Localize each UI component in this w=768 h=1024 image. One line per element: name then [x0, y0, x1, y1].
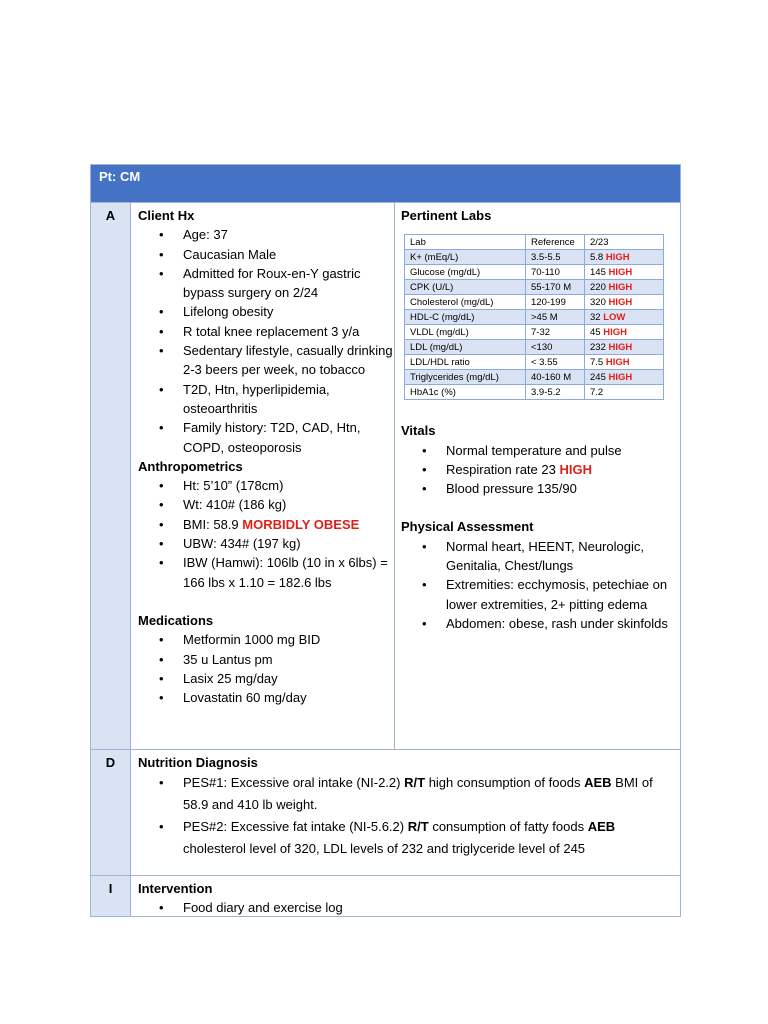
assessment-row: [91, 203, 680, 750]
ubw-item: • UBW: 434# (197 kg): [183, 534, 394, 553]
ibw-item: • IBW (Hamwi): 106lb (10 in x 6lbs) = 166 lbs x 1.10 = 182.6 lbs: [183, 553, 394, 592]
anthropometrics-heading: Anthropometrics: [138, 458, 243, 474]
lab-flag: HIGH: [605, 251, 630, 263]
lab-value: 7.5: [590, 356, 604, 368]
lab-reference: >45 M: [526, 310, 585, 325]
diagnosis-list: [138, 772, 678, 860]
table-row: [405, 250, 664, 265]
pes-signs: cholesterol level of 320, LDL levels of 232 and triglyceride level of 245: [183, 841, 586, 857]
list-item: • Caucasian Male: [183, 245, 394, 264]
lab-value: 245: [590, 371, 606, 383]
pes-problem: PES#2: Excessive fat intake (NI-5.6.2): [183, 819, 405, 835]
table-row: [405, 265, 664, 280]
lab-name: Triglycerides (mg/dL): [405, 370, 526, 385]
vitals-heading: Vitals: [401, 423, 436, 439]
bmi-item: [183, 515, 394, 534]
physical-assessment-list: [401, 537, 678, 633]
list-item: • Sedentary lifestyle, casually drinking 2-3 beers per week, no tobacco: [183, 341, 394, 380]
list-item: • T2D, Htn, hyperlipidemia, osteoarthritis: [183, 380, 394, 419]
list-item: • Normal temperature and pulse: [446, 441, 678, 460]
lab-reference: 40-160 M: [526, 370, 585, 385]
lab-value: 320: [590, 296, 606, 308]
lab-result: [585, 355, 664, 370]
lab-name: LDL/HDL ratio: [405, 355, 526, 370]
list-item: • Lifelong obesity: [183, 302, 394, 321]
lab-reference: < 3.55: [526, 355, 585, 370]
lab-name: VLDL (mg/dL): [405, 325, 526, 340]
lab-name: HbA1c (%): [405, 385, 526, 400]
lab-reference: 3.9-5.2: [526, 385, 585, 400]
table-row: [405, 355, 664, 370]
lab-name: Glucose (mg/dL): [405, 265, 526, 280]
pes-aeb: AEB: [587, 819, 616, 835]
labs-table: [404, 234, 664, 400]
lab-name: K+ (mEq/L): [405, 250, 526, 265]
list-item: • Abdomen: obese, rash under skinfolds: [446, 614, 678, 633]
client-hx-list: [138, 225, 394, 457]
section-letter-i: I: [91, 876, 131, 916]
table-row: [405, 370, 664, 385]
pes-etiology: high consumption of foods: [428, 775, 581, 791]
list-item: • Lovastatin 60 mg/day: [183, 688, 394, 707]
pes-aeb: AEB: [584, 775, 612, 791]
lab-reference: 3.5-5.5: [526, 250, 585, 265]
medications-heading: Medications: [138, 612, 214, 628]
list-item: • R total knee replacement 3 y/a: [183, 322, 394, 341]
lab-name: LDL (mg/dL): [405, 340, 526, 355]
pes-signs: BMI of 58.9 and 410 lb weight.: [183, 775, 653, 813]
respiration-item: [446, 460, 678, 479]
lab-flag: HIGH: [608, 266, 633, 278]
assessment-right-column: [395, 203, 678, 749]
lab-result: [585, 340, 664, 355]
diagnosis-row: [91, 750, 680, 876]
labs-heading: Pertinent Labs: [401, 208, 492, 223]
lab-reference: <130: [526, 340, 585, 355]
lab-value: 220: [590, 281, 606, 293]
lab-value: 32: [590, 311, 601, 323]
pes-statement-2: [183, 816, 678, 860]
respiration-text: Respiration rate 23: [446, 461, 556, 477]
pes-rt: R/T: [407, 819, 429, 835]
lab-result: [585, 310, 664, 325]
lab-value: 45: [590, 326, 601, 338]
list-item: • Admitted for Roux-en-Y gastric bypass surgery on 2/24: [183, 264, 394, 303]
list-item: • Extremities: ecchymosis, petechiae on lower extremities, 2+ pitting edema: [446, 575, 678, 614]
lab-flag: HIGH: [605, 356, 630, 368]
anthropometrics-list: [138, 476, 394, 592]
lab-reference: 70-110: [526, 265, 585, 280]
medications-list: [138, 630, 394, 707]
list-item: • Family history: T2D, CAD, Htn, COPD, osteoporosis: [183, 418, 394, 457]
lab-result: [585, 250, 664, 265]
table-row: [405, 325, 664, 340]
intervention-list: [138, 898, 678, 917]
list-item: • Age: 37: [183, 225, 394, 244]
labs-col-reference: Reference: [526, 235, 585, 250]
list-item: • Blood pressure 135/90: [446, 479, 678, 498]
intervention-heading: Intervention: [138, 881, 213, 896]
lab-result: [585, 265, 664, 280]
patient-label: Pt: CM: [99, 169, 141, 184]
lab-result: [585, 280, 664, 295]
lab-flag: HIGH: [608, 341, 633, 353]
respiration-flag: HIGH: [559, 461, 592, 477]
table-row: [405, 385, 664, 400]
diagnosis-column: [131, 750, 678, 875]
assessment-left-column: [131, 203, 395, 749]
intervention-column: [131, 876, 678, 916]
labs-col-date: 2/23: [585, 235, 664, 250]
bmi-text: BMI: 58.9: [183, 516, 239, 532]
pes-etiology: consumption of fatty foods: [432, 819, 585, 835]
lab-flag: HIGH: [603, 326, 627, 338]
table-row: [405, 310, 664, 325]
height-item: • Ht: 5’10” (178cm): [183, 476, 394, 495]
lab-value: 232: [590, 341, 606, 353]
list-item: • 35 u Lantus pm: [183, 650, 394, 669]
intervention-row: [91, 876, 680, 916]
lab-flag: HIGH: [608, 371, 633, 383]
vitals-list: [401, 441, 678, 499]
weight-item: • Wt: 410# (186 kg): [183, 495, 394, 514]
lab-name: HDL-C (mg/dL): [405, 310, 526, 325]
pes-rt: R/T: [404, 775, 426, 791]
list-item: • Normal heart, HEENT, Neurologic, Genitalia, Chest/lungs: [446, 537, 678, 576]
lab-result: [585, 295, 664, 310]
table-row: [405, 295, 664, 310]
lab-result: [585, 370, 664, 385]
lab-flag: HIGH: [608, 296, 633, 308]
pes-problem: PES#1: Excessive oral intake (NI-2.2): [183, 775, 401, 791]
patient-header: [91, 165, 680, 203]
lab-result: [585, 325, 664, 340]
list-item: • Lasix 25 mg/day: [183, 669, 394, 688]
lab-reference: 7-32: [526, 325, 585, 340]
lab-value: 145: [590, 266, 606, 278]
lab-value: 5.8: [590, 251, 604, 263]
labs-col-lab: Lab: [405, 235, 526, 250]
adime-note-table: [90, 164, 681, 917]
list-item: • Food diary and exercise log: [183, 898, 678, 917]
lab-reference: 120-199: [526, 295, 585, 310]
list-item: • Metformin 1000 mg BID: [183, 630, 394, 649]
diagnosis-heading: Nutrition Diagnosis: [138, 755, 258, 770]
lab-reference: 55-170 M: [526, 280, 585, 295]
lab-value: 7.2: [590, 386, 604, 398]
lab-name: CPK (U/L): [405, 280, 526, 295]
table-row: [405, 280, 664, 295]
section-letter-d: D: [91, 750, 131, 875]
lab-result: [585, 385, 664, 400]
pes-statement-1: [183, 772, 678, 816]
labs-header-row: [405, 235, 664, 250]
section-letter-a: A: [91, 203, 131, 749]
bmi-flag: MORBIDLY OBESE: [242, 516, 360, 532]
lab-flag: LOW: [603, 311, 626, 323]
lab-name: Cholesterol (mg/dL): [405, 295, 526, 310]
table-row: [405, 340, 664, 355]
physical-assessment-heading: Physical Assessment: [401, 519, 534, 535]
lab-flag: HIGH: [608, 281, 633, 293]
client-hx-heading: Client Hx: [138, 208, 195, 223]
